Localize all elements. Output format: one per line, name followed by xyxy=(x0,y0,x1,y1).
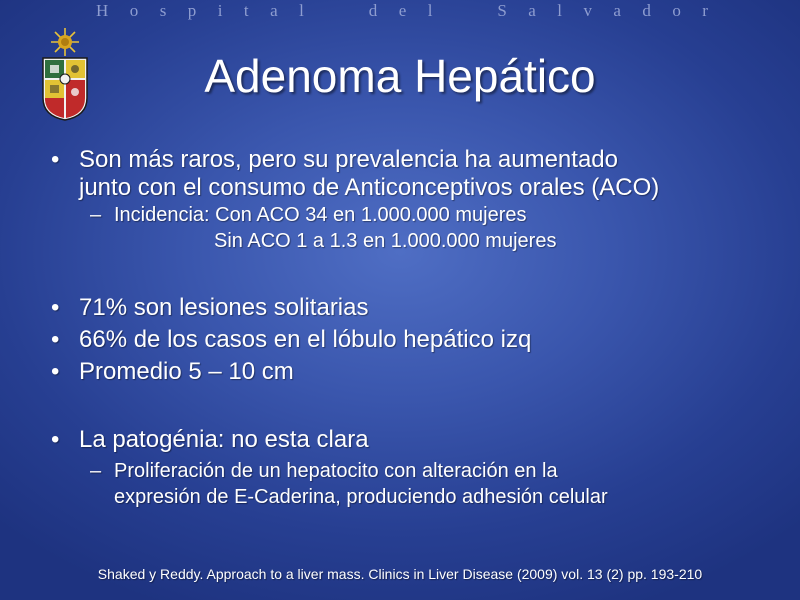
bullet-size xyxy=(51,358,294,386)
bullet-marker: • xyxy=(51,426,60,453)
bullet-text-line: 66% de los casos en el lóbulo hepático izq xyxy=(79,326,532,353)
header-letter: l xyxy=(557,1,562,20)
bullet-marker: • xyxy=(51,326,60,353)
bullet-solitary xyxy=(51,294,369,322)
header-letter: a xyxy=(270,1,278,20)
header-letter: d xyxy=(368,1,378,20)
bullet-text-line: 71% son lesiones solitarias xyxy=(79,294,369,321)
header-letter: l xyxy=(299,1,304,20)
bullet-marker: • xyxy=(51,146,60,173)
bullet-text-line: La patogénia: no esta clara xyxy=(79,426,369,453)
subbullet-text-line: expresión de E-Caderina, produciendo adhesión celular xyxy=(114,486,608,508)
bullet-prevalence xyxy=(51,146,660,202)
header-letter: p xyxy=(187,1,197,20)
header-letter: d xyxy=(642,1,651,20)
header-letter: l xyxy=(427,1,433,20)
subbullet-text-line: Proliferación de un hepatocito con alteración en la xyxy=(114,460,558,482)
bullet-text-line: Son más raros, pero su prevalencia ha aumentado xyxy=(79,146,618,173)
bullet-marker: • xyxy=(51,358,60,385)
header-letter: v xyxy=(583,1,592,20)
subbullet-proliferation xyxy=(90,458,608,510)
header-letter: a xyxy=(528,1,536,20)
header-letter: r xyxy=(702,1,708,20)
header-letter: i xyxy=(217,1,223,20)
bullet-lobe xyxy=(51,326,532,354)
header-letter: H xyxy=(96,1,109,20)
citation: Shaked y Reddy. Approach to a liver mass. Clinics in Liver Disease (2009) vol. 13 (2) pp. 193-210 xyxy=(97,566,703,582)
header-letter: a xyxy=(613,1,621,20)
header-letter: S xyxy=(497,1,507,20)
dash-marker: – xyxy=(90,460,102,482)
bullet-pathogenesis xyxy=(51,426,369,454)
bullet-marker: • xyxy=(51,294,60,321)
subbullet-text-line: Sin ACO 1 a 1.3 en 1.000.000 mujeres xyxy=(214,230,557,252)
slide-title: Adenoma Hepático xyxy=(204,50,596,102)
subbullet-text-line: Incidencia: Con ACO 34 en 1.000.000 mujeres xyxy=(114,204,527,226)
hospital-header xyxy=(96,0,708,22)
bullet-text-line: junto con el consumo de Anticonceptivos orales (ACO) xyxy=(79,174,660,201)
header-letter: e xyxy=(398,1,407,20)
subbullet-incidence xyxy=(90,202,557,254)
header-letter: o xyxy=(129,1,139,20)
header-letter: o xyxy=(672,1,681,20)
dash-marker: – xyxy=(90,204,102,226)
header-letter: t xyxy=(243,1,249,20)
bullet-text-line: Promedio 5 – 10 cm xyxy=(79,358,294,385)
header-letter: s xyxy=(159,1,167,20)
